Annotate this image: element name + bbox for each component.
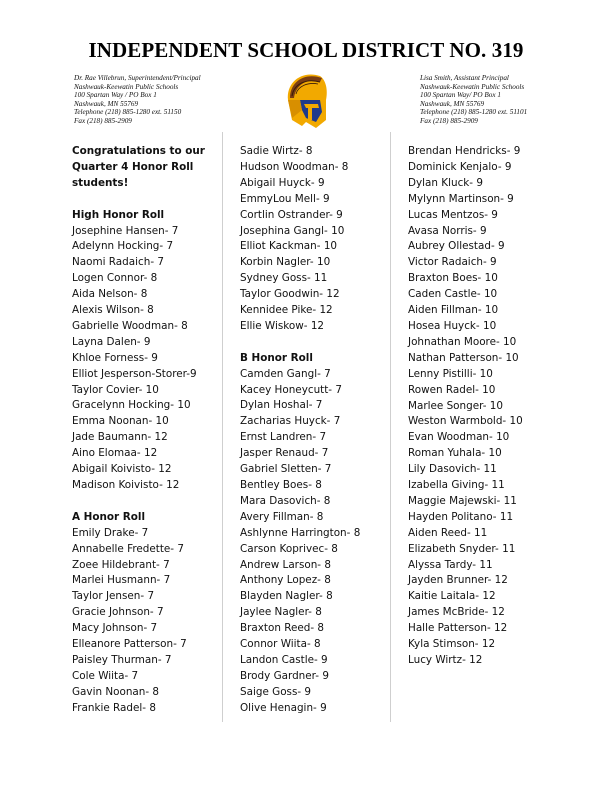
student-entry: Victor Radaich- 9	[408, 256, 497, 269]
student-entry: Abigail Huyck- 9	[240, 176, 325, 189]
student-entry: Halle Patterson- 12	[408, 622, 508, 635]
student-entry: James McBride- 12	[408, 606, 505, 619]
student-entry: Lucy Wirtz- 12	[408, 654, 483, 666]
student-entry: Bentley Boes- 8	[240, 479, 322, 492]
student-entry: Brendan Hendricks- 9	[408, 145, 521, 157]
student-entry: Marlei Husmann- 7	[72, 574, 171, 587]
student-entry: Roman Yuhala- 10	[408, 447, 502, 460]
student-entry: Macy Johnson- 7	[72, 622, 158, 635]
student-entry: Naomi Radaich- 7	[72, 256, 164, 269]
assistant-principal-contact	[420, 74, 527, 126]
student-entry: Kaitie Laitala- 12	[408, 590, 496, 603]
student-entry: Kacey Honeycutt- 7	[240, 383, 342, 396]
student-entry: Zacharias Huyck- 7	[240, 415, 341, 428]
intro-line: students!	[72, 176, 129, 189]
student-entry: Weston Warmbold- 10	[408, 415, 523, 428]
student-entry: Aino Elomaa- 12	[72, 447, 158, 460]
student-entry: Jaylee Nagler- 8	[240, 606, 322, 619]
student-entry: Aida Nelson- 8	[72, 288, 148, 301]
student-entry: Josephine Hansen- 7	[72, 224, 179, 237]
student-entry: Maggie Majewski- 11	[408, 494, 517, 507]
contact-line: Nashwauk, MN 55769	[74, 99, 139, 108]
student-entry: Sydney Goss- 11	[240, 272, 328, 285]
student-entry: Dylan Kluck- 9	[408, 176, 483, 189]
student-entry: Annabelle Fredette- 7	[72, 542, 184, 555]
student-entry: Landon Castle- 9	[240, 653, 328, 666]
student-entry: Cole Wiita- 7	[72, 669, 139, 682]
student-entry: Carson Koprivec- 8	[240, 542, 338, 555]
student-entry: Izabella Giving- 11	[408, 479, 505, 492]
intro-line: Congratulations to our	[72, 145, 205, 157]
district-title: INDEPENDENT SCHOOL DISTRICT NO. 319	[88, 38, 524, 62]
student-entry: Elliot Kackman- 10	[240, 240, 338, 253]
student-entry: Madison Koivisto- 12	[72, 479, 180, 492]
contact-line: 100 Spartan Way / PO Box 1	[74, 91, 157, 100]
student-entry: Adelynn Hocking- 7	[72, 240, 174, 253]
student-entry: Jasper Renaud- 7	[240, 447, 329, 460]
superintendent-contact	[74, 74, 201, 126]
column-2	[240, 144, 360, 717]
student-entry: Ashlynne Harrington- 8	[240, 526, 361, 539]
student-entry: Gracie Johnson- 7	[72, 606, 164, 619]
student-entry: Aiden Reed- 11	[408, 526, 488, 539]
student-entry: Gabrielle Woodman- 8	[72, 319, 188, 332]
student-entry: Lily Dasovich- 11	[408, 463, 497, 476]
student-entry: Khloe Forness- 9	[72, 351, 158, 364]
student-entry: Evan Woodman- 10	[408, 431, 510, 444]
contact-line: Nashwauk-Keewatin Public Schools	[74, 82, 179, 91]
student-entry: Korbin Nagler- 10	[240, 256, 331, 269]
column-1	[72, 144, 205, 717]
student-entry: Avasa Norris- 9	[408, 224, 487, 237]
column-divider	[390, 132, 391, 722]
student-entry: Kyla Stimson- 12	[408, 638, 496, 651]
student-entry: Hosea Huyck- 10	[408, 319, 497, 332]
student-entry: Gabriel Sletten- 7	[240, 463, 332, 476]
intro-line: Quarter 4 Honor Roll	[72, 160, 194, 173]
student-entry: Sadie Wirtz- 8	[240, 145, 313, 157]
student-entry: Taylor Jensen- 7	[72, 590, 155, 603]
student-entry: Dominick Kenjalo- 9	[408, 160, 512, 173]
student-entry: EmmyLou Mell- 9	[240, 192, 330, 205]
student-entry: Nathan Patterson- 10	[408, 351, 519, 364]
student-entry: Logen Connor- 8	[72, 272, 158, 285]
student-entry: Alexis Wilson- 8	[72, 304, 154, 317]
contact-line: Telephone (218) 885-1280 ext. 51150	[74, 108, 182, 117]
a-honor-roll-heading: A Honor Roll	[72, 510, 146, 523]
student-entry: Hudson Woodman- 8	[240, 160, 349, 173]
b-honor-roll-heading: B Honor Roll	[240, 351, 313, 364]
student-entry: Dylan Hoshal- 7	[240, 399, 323, 412]
student-entry: Andrew Larson- 8	[240, 558, 331, 571]
student-entry: Avery Fillman- 8	[240, 510, 324, 523]
column-divider	[222, 132, 223, 722]
student-entry: Camden Gangl- 7	[240, 367, 331, 380]
student-entry: Johnathan Moore- 10	[408, 335, 517, 348]
contact-line: Lisa Smith, Assistant Principal	[420, 74, 509, 82]
contact-line: Fax (218) 885-2909	[420, 116, 478, 125]
student-entry: Marlee Songer- 10	[408, 399, 503, 412]
contact-line: Telephone (218) 885-1280 ext. 51101	[420, 108, 528, 117]
student-entry: Emma Noonan- 10	[72, 415, 169, 428]
student-entry: Paisley Thurman- 7	[72, 653, 172, 666]
student-entry: Mara Dasovich- 8	[240, 494, 331, 507]
column-3	[408, 144, 523, 669]
student-entry: Aubrey Ollestad- 9	[408, 240, 505, 253]
student-entry: Josephina Gangl- 10	[240, 224, 345, 237]
spartan-helmet-logo-icon	[282, 70, 328, 130]
contact-line: Fax (218) 885-2909	[74, 116, 132, 125]
student-entry: Ernst Landren- 7	[240, 431, 327, 444]
student-entry: Lenny Pistilli- 10	[408, 367, 493, 380]
student-entry: Ellie Wiskow- 12	[240, 319, 325, 332]
student-entry: Jade Baumann- 12	[72, 431, 168, 444]
student-entry: Hayden Politano- 11	[408, 510, 514, 523]
student-entry: Cortlin Ostrander- 9	[240, 208, 343, 221]
student-entry: Emily Drake- 7	[72, 526, 149, 539]
student-entry: Aiden Fillman- 10	[408, 304, 499, 317]
student-entry: Lucas Mentzos- 9	[408, 208, 498, 221]
student-entry: Anthony Lopez- 8	[240, 574, 331, 587]
student-entry: Jayden Brunner- 12	[408, 574, 508, 587]
contact-line: Dr. Rae Villebrun, Superintendent/Principal	[74, 74, 201, 82]
contact-line: 100 Spartan Way/ PO Box 1	[420, 91, 501, 100]
contact-line: Nashwauk-Keewatin Public Schools	[420, 82, 525, 91]
student-entry: Olive Henagin- 9	[240, 701, 327, 714]
student-entry: Gavin Noonan- 8	[72, 685, 160, 698]
student-entry: Braxton Boes- 10	[408, 272, 498, 285]
student-entry: Zoee Hildebrant- 7	[72, 558, 170, 571]
student-entry: Layna Dalen- 9	[72, 335, 151, 348]
student-entry: Saige Goss- 9	[240, 685, 312, 698]
student-entry: Rowen Radel- 10	[408, 383, 496, 396]
contact-line: Nashwauk, MN 55769	[420, 99, 485, 108]
student-entry: Brody Gardner- 9	[240, 669, 329, 682]
student-entry: Abigail Koivisto- 12	[72, 463, 172, 476]
student-entry: Connor Wiita- 8	[240, 638, 321, 651]
student-entry: Elliot Jesperson-Storer-9	[72, 367, 197, 380]
student-entry: Blayden Nagler- 8	[240, 590, 333, 603]
student-entry: Mylynn Martinson- 9	[408, 192, 514, 205]
student-entry: Gracelynn Hocking- 10	[72, 399, 191, 412]
student-entry: Kennidee Pike- 12	[240, 304, 333, 317]
student-entry: Frankie Radel- 8	[72, 701, 156, 714]
student-entry: Taylor Goodwin- 12	[240, 288, 340, 301]
student-entry: Elleanore Patterson- 7	[72, 638, 187, 651]
high-honor-roll-heading: High Honor Roll	[72, 208, 165, 221]
student-entry: Braxton Reed- 8	[240, 622, 325, 635]
student-entry: Elizabeth Snyder- 11	[408, 542, 516, 555]
student-entry: Caden Castle- 10	[408, 288, 498, 301]
student-entry: Taylor Covier- 10	[72, 383, 159, 396]
student-entry: Alyssa Tardy- 11	[408, 558, 493, 571]
